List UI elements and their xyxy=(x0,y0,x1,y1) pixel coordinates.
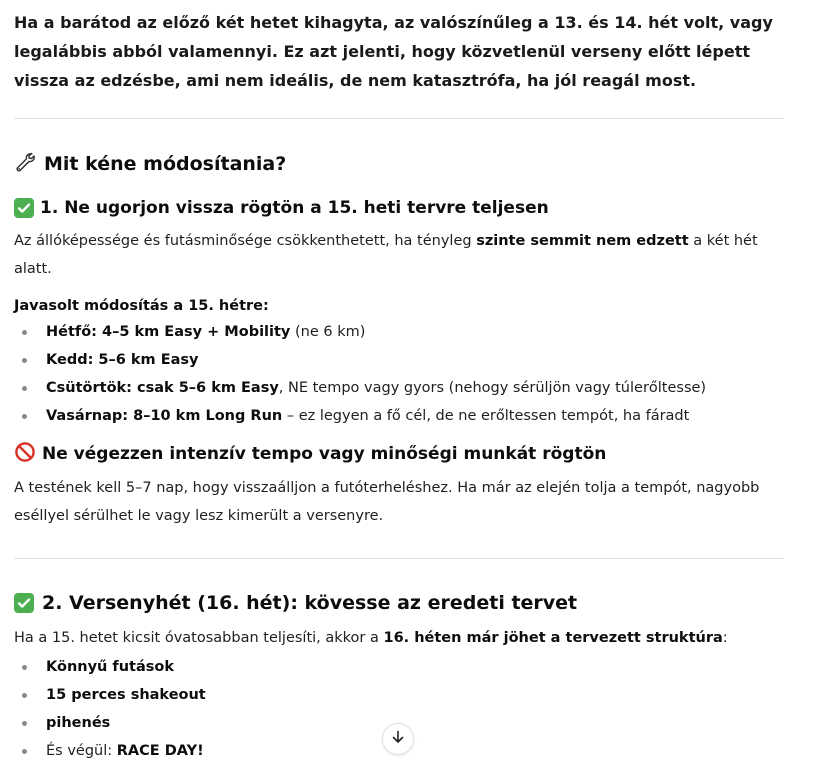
list-item: Kedd: 5–6 km Easy xyxy=(14,346,784,374)
check-icon xyxy=(14,198,34,218)
subheading-1 xyxy=(14,196,784,220)
divider xyxy=(14,558,784,559)
paragraph-1: Az állóképessége és futásminősége csökkenthetett, ha tényleg szinte semmit nem edzett a két hét alatt. xyxy=(14,233,758,277)
intro-paragraph: Ha a barátod az előző két hetet kihagyta, az valószínűleg a 13. és 14. hét volt, vagy legalábbis abból valamennyi. Ez azt jelenti, hogy közvetlenül verseny előtt lépett vissza az edzésbe, ami nem ideális, de nem katasztrófa, ha jól reagál most. xyxy=(14,13,773,90)
subheading-3 xyxy=(14,590,784,616)
list-item: 15 perces shakeout xyxy=(14,681,784,709)
list-item: Könnyű futások xyxy=(14,653,784,681)
list-item: Hétfő: 4–5 km Easy + Mobility (ne 6 km) xyxy=(14,318,784,346)
subheading-3-text: 2. Versenyhét (16. hét): kövesse az eredeti tervet xyxy=(42,592,578,614)
section-heading-text: Mit kéne módosítania? xyxy=(44,153,287,175)
arrow-down-icon xyxy=(390,729,406,749)
message-content xyxy=(14,0,784,765)
scroll-to-bottom-button[interactable] xyxy=(382,723,414,755)
divider xyxy=(14,118,784,119)
list-item: pihenés xyxy=(14,709,784,737)
paragraph-2: A testének kell 5–7 nap, hogy visszaálljon a futóterheléshez. Ha már az elején tolja a tempót, nagyobb eséllyel sérülhet le vagy lesz kimerült a versenyre. xyxy=(14,480,760,524)
wrench-icon xyxy=(14,151,36,178)
subheading-2-text: Ne végezzen intenzív tempo vagy minőségi munkát rögtön xyxy=(42,444,607,464)
list-item: Vasárnap: 8–10 km Long Run – ez legyen a fő cél, de ne erőltessen tempót, ha fáradt xyxy=(14,402,784,430)
plan-list xyxy=(14,318,784,430)
section-heading xyxy=(14,151,784,177)
subheading-2 xyxy=(14,442,784,466)
subheading-1-text: 1. Ne ugorjon vissza rögtön a 15. heti tervre teljesen xyxy=(40,198,549,218)
check-icon xyxy=(14,593,34,613)
list-item: Csütörtök: csak 5–6 km Easy, NE tempo vagy gyors (nehogy sérüljön vagy túlerőltesse) xyxy=(14,374,784,402)
list-label: Javasolt módosítás a 15. hétre: xyxy=(14,298,269,314)
list-item: És végül: RACE DAY! xyxy=(14,737,784,765)
prohibited-icon xyxy=(14,441,36,468)
paragraph-3: Ha a 15. hetet kicsit óvatosabban teljesíti, akkor a 16. héten már jöhet a tervezett struktúra: xyxy=(14,630,728,646)
